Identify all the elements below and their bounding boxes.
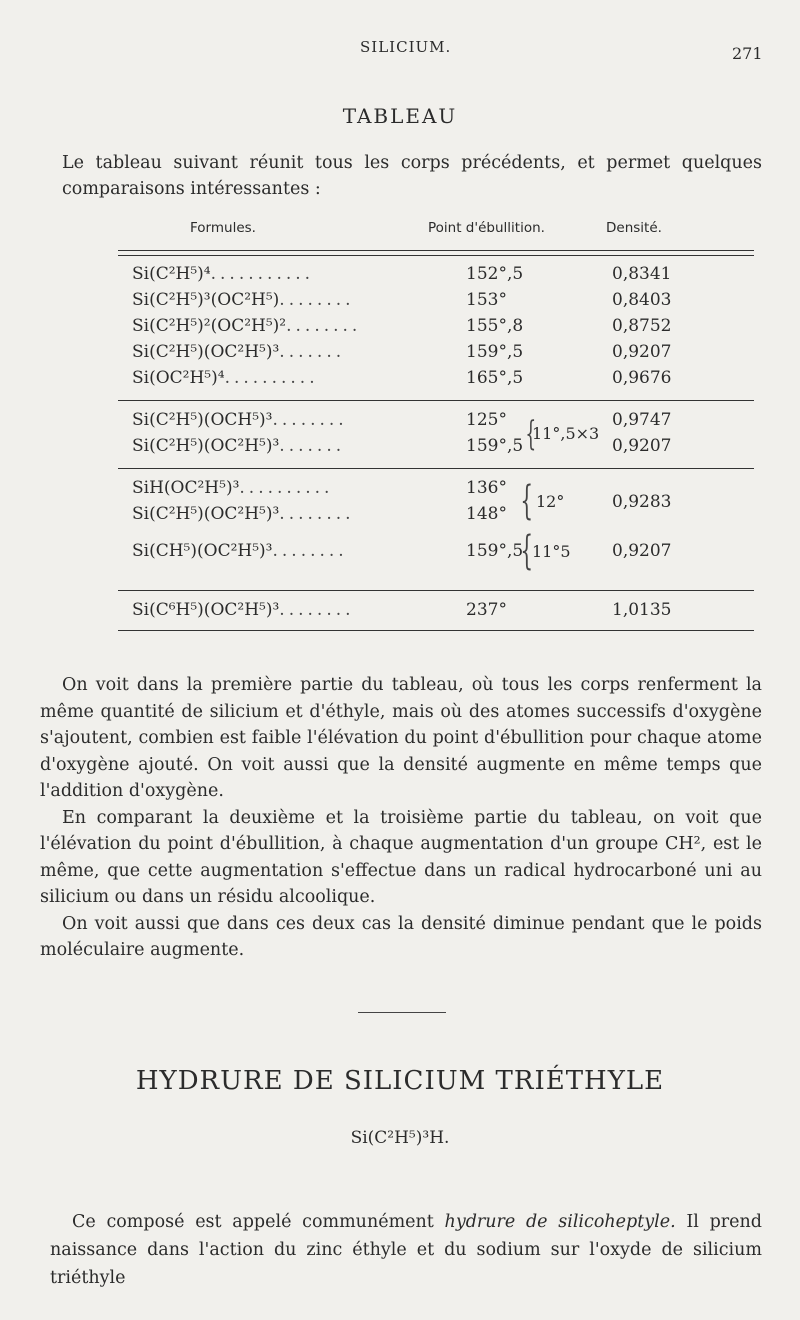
boiling-point-cell: 148° — [466, 504, 507, 524]
formula-cell: SiH(OC²H⁵)³.......... — [132, 478, 334, 498]
boiling-point-cell: 237° — [466, 600, 507, 620]
difference-note: 11°,5×3 — [532, 424, 600, 443]
difference-note: 11°5 — [532, 542, 571, 561]
paragraph: En comparant la deuxième et la troisième partie du tableau, on voit que l'élévation du point d'ébullition, à chaque augmentation d'un groupe CH², est le même, que cette augmentation s'effectue dans un radical hydrocarboné uni au silicium ou dans un résidu alcoolique. — [40, 807, 762, 907]
formula-cell: Si(OC²H⁵)⁴.......... — [132, 368, 319, 388]
table-rule-bottom — [118, 630, 754, 631]
table-row — [0, 600, 800, 624]
difference-note: 12° — [536, 492, 565, 511]
section-paragraph: Ce composé est appelé communément hydrure de silicoheptyle. Il prend naissance dans l'action du zinc éthyle et du sodium sur l'oxyde de silicium triéthyle — [50, 1212, 762, 1288]
boiling-point-cell: 125° — [466, 410, 507, 430]
formula-cell: Si(C²H⁵)²(OC²H⁵)²........ — [132, 316, 362, 336]
formula-cell: Si(C²H⁵)(OC²H⁵)³....... — [132, 436, 346, 456]
boiling-point-cell: 153° — [466, 290, 507, 310]
boiling-point-cell: 155°,8 — [466, 316, 524, 336]
group-brace: { — [520, 478, 534, 524]
table-rule-top — [118, 250, 754, 251]
density-cell: 0,9207 — [612, 342, 672, 362]
formula-cell: Si(C²H⁵)(OC²H⁵)³........ — [132, 504, 355, 524]
formula-cell: Si(C²H⁵)⁴........... — [132, 264, 315, 284]
boiling-point-cell: 159°,5 — [466, 342, 524, 362]
column-header-boiling: Point d'ébullition. — [428, 220, 545, 236]
density-cell: 0,9676 — [612, 368, 672, 388]
boiling-point-cell: 159°,5 — [466, 541, 524, 561]
density-cell: 0,9207 — [612, 541, 672, 561]
formula-cell: Si(C⁶H⁵)(OC²H⁵)³........ — [132, 600, 355, 620]
column-header-density: Densité. — [606, 220, 662, 236]
column-header-formulas: Formules. — [190, 220, 256, 236]
formula-cell: Si(C²H⁵)(OCH⁵)³........ — [132, 410, 348, 430]
running-title: SILICIUM. — [360, 38, 452, 56]
table-row — [0, 541, 800, 565]
table-rule-top-thin — [118, 255, 754, 256]
density-cell: 0,9207 — [612, 436, 672, 456]
table-row — [0, 264, 800, 288]
formula-cell: Si(C²H⁵)(OC²H⁵)³....... — [132, 342, 346, 362]
boiling-point-cell: 136° — [466, 478, 507, 498]
density-cell: 0,8403 — [612, 290, 672, 310]
formula-cell: Si(C²H⁵)³(OC²H⁵)........ — [132, 290, 355, 310]
table-intro: Le tableau suivant réunit tous les corps précédents, et permet quelques comparaisons intéressantes : — [62, 153, 762, 199]
table-rule — [118, 468, 754, 469]
section-separator — [358, 1012, 446, 1013]
density-cell: 0,9747 — [612, 410, 672, 430]
table-row — [0, 290, 800, 314]
commentary — [40, 672, 762, 964]
group-brace: { — [525, 414, 537, 454]
paragraph: On voit dans la première partie du tableau, où tous les corps renferment la même quantité de silicium et d'éthyle, mais où des atomes successifs d'oxygène s'ajoutent, combien est faible l'élévation du point d'ébullition pour chaque atome d'oxygène ajouté. On voit aussi que la densité augmente en même temps que l'addition d'oxygène. — [40, 675, 762, 801]
italic-term: hydrure de silicoheptyle. — [444, 1212, 676, 1232]
density-cell: 0,8752 — [612, 316, 672, 336]
table-rule — [118, 590, 754, 591]
table-row — [0, 316, 800, 340]
group-brace: { — [520, 528, 534, 574]
boiling-point-cell: 152°,5 — [466, 264, 524, 284]
table-row — [0, 410, 800, 434]
boiling-point-cell: 165°,5 — [466, 368, 524, 388]
formula-cell: Si(CH⁵)(OC²H⁵)³........ — [132, 541, 348, 561]
density-cell: 1,0135 — [612, 600, 672, 620]
table-row — [0, 368, 800, 392]
section-formula: Si(C²H⁵)³H. — [350, 1128, 450, 1148]
density-cell: 0,9283 — [612, 492, 672, 512]
table-title: TABLEAU — [342, 104, 458, 128]
table-rule — [118, 400, 754, 401]
section-title: HYDRURE DE SILICIUM TRIÉTHYLE — [135, 1066, 665, 1096]
table-row — [0, 342, 800, 366]
table-row — [0, 478, 800, 502]
page-number: 271 — [732, 44, 763, 63]
density-cell: 0,8341 — [612, 264, 672, 284]
table-row — [0, 436, 800, 460]
boiling-point-cell: 159°,5 — [466, 436, 524, 456]
paragraph: On voit aussi que dans ces deux cas la densité diminue pendant que le poids moléculaire augmente. — [40, 913, 762, 960]
